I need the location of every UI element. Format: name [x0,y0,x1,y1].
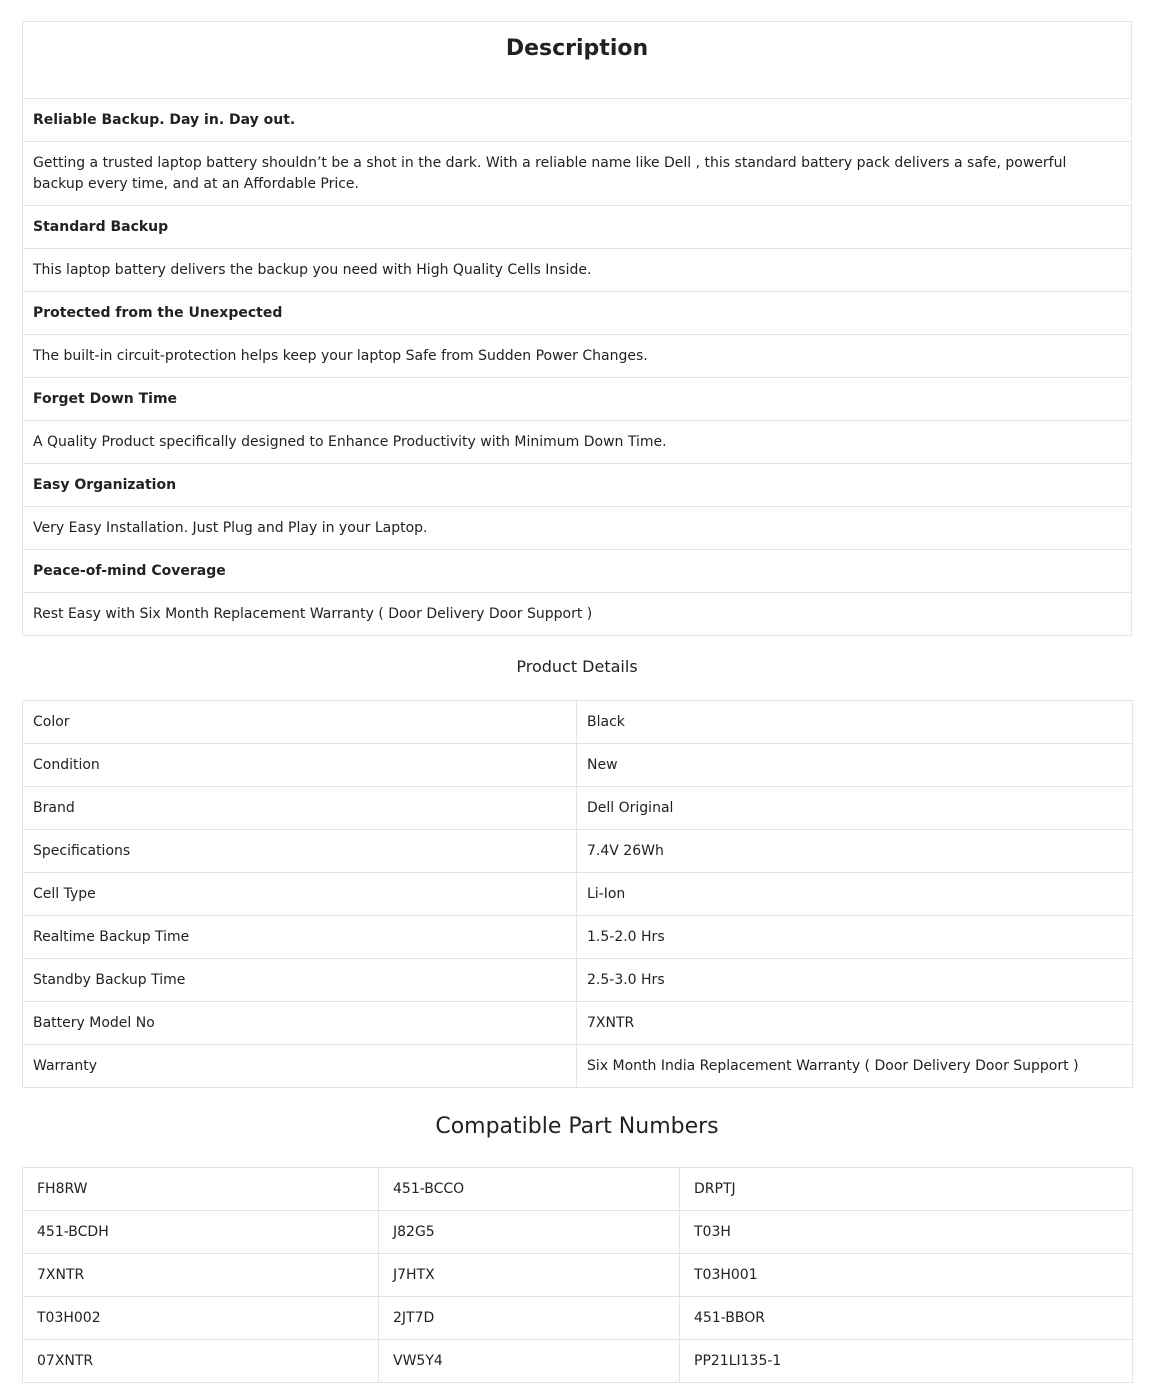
table-row [23,787,1133,830]
section-heading: Standard Backup [23,206,1132,249]
description-title: Description [505,36,649,61]
part-number: T03H002 [23,1297,379,1340]
detail-value: Six Month India Replacement Warranty ( Door Delivery Door Support ) [577,1045,1133,1088]
table-row [23,1002,1133,1045]
detail-label: Specifications [23,830,577,873]
table-row [23,1211,1133,1254]
detail-value: Li-Ion [577,873,1133,916]
detail-value: 2.5-3.0 Hrs [577,959,1133,1002]
section-heading: Peace-of-mind Coverage [23,550,1132,593]
part-number: DRPTJ [680,1168,1133,1211]
part-number: J82G5 [379,1211,680,1254]
section-text: This laptop battery delivers the backup you need with High Quality Cells Inside. [23,249,1132,292]
product-info-container [22,21,1132,1383]
detail-value: New [577,744,1133,787]
product-details-table [22,700,1133,1088]
part-number: 7XNTR [23,1254,379,1297]
compatible-parts-table [22,1167,1133,1383]
part-number: VW5Y4 [379,1340,680,1383]
section-text: The built-in circuit-protection helps keep your laptop Safe from Sudden Power Changes. [23,335,1132,378]
section-text: Getting a trusted laptop battery shouldn’t be a shot in the dark. With a reliable name like Dell , this standard battery pack delivers a safe, powerful backup every time, and at an Affordable Price. [23,142,1132,206]
detail-label: Battery Model No [23,1002,577,1045]
detail-value: Black [577,701,1133,744]
table-row [23,1340,1133,1383]
detail-value: 7XNTR [577,1002,1133,1045]
detail-value: 7.4V 26Wh [577,830,1133,873]
table-row [23,1168,1133,1211]
detail-label: Condition [23,744,577,787]
section-heading: Reliable Backup. Day in. Day out. [23,99,1132,142]
part-number: T03H [680,1211,1133,1254]
section-text: Rest Easy with Six Month Replacement Warranty ( Door Delivery Door Support ) [23,593,1132,636]
part-number: 07XNTR [23,1340,379,1383]
part-number: FH8RW [23,1168,379,1211]
detail-label: Realtime Backup Time [23,916,577,959]
description-table [22,21,1132,636]
detail-label: Brand [23,787,577,830]
table-row [23,916,1133,959]
table-row [23,1254,1133,1297]
detail-value: 1.5-2.0 Hrs [577,916,1133,959]
table-row [23,1297,1133,1340]
detail-label: Standby Backup Time [23,959,577,1002]
part-number: 2JT7D [379,1297,680,1340]
table-row [23,701,1133,744]
table-row [23,873,1133,916]
part-number: J7HTX [379,1254,680,1297]
detail-label: Color [23,701,577,744]
table-row [23,830,1133,873]
description-title-cell [23,22,1132,99]
section-heading: Easy Organization [23,464,1132,507]
section-heading: Protected from the Unexpected [23,292,1132,335]
part-number: 451-BCDH [23,1211,379,1254]
part-number: 451-BCCO [379,1168,680,1211]
section-text: A Quality Product specifically designed to Enhance Productivity with Minimum Down Time. [23,421,1132,464]
detail-value: Dell Original [577,787,1133,830]
detail-label: Warranty [23,1045,577,1088]
table-row [23,959,1133,1002]
table-row [23,1045,1133,1088]
section-heading: Forget Down Time [23,378,1132,421]
detail-label: Cell Type [23,873,577,916]
compatible-parts-title: Compatible Part Numbers [435,1114,719,1139]
product-details-title: Product Details [516,657,638,676]
section-text: Very Easy Installation. Just Plug and Play in your Laptop. [23,507,1132,550]
part-number: PP21LI135-1 [680,1340,1133,1383]
part-number: T03H001 [680,1254,1133,1297]
table-row [23,744,1133,787]
part-number: 451-BBOR [680,1297,1133,1340]
